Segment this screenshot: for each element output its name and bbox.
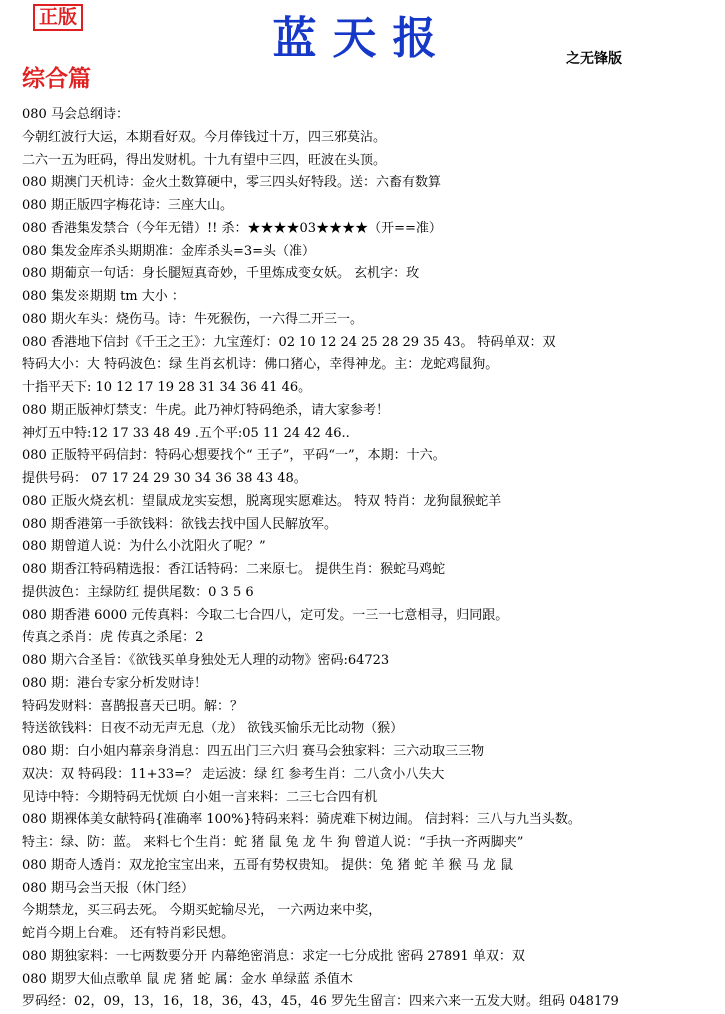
text-line: 特码大小：大 特码波色：绿 生肖玄机诗：佛口猪心，幸得神龙。主：龙蛇鸡鼠狗。 [22,357,499,373]
text-line: 080 期马会当天报（休门经） [22,880,194,896]
text-line: 神灯五中特:12 17 33 48 49 .五个平:05 11 24 42 46.. [22,425,350,441]
text-line: 080 期六合圣旨：《欲钱买单身独处无人理的动物》密码:64723 [22,653,390,668]
text-line: 提供号码： 07 17 24 29 30 34 36 38 43 48。 [22,471,307,486]
text-line: 080 期曾道人说：为什么小沈阳火了呢？” [22,539,266,555]
text-line: 080 马会总纲诗： [22,107,129,122]
text-line: 080 期火车头：烧伤马。诗：牛死猴伤，一六得二开三一。 [22,311,363,327]
text-line: 080 期澳门天机诗：金火土数算硬中，零三四头好特段。送：六畜有数算 [22,175,441,191]
text-line: 今期禁龙，买三码去死。 今期买蛇输尽光， 一六两边来中奖， [22,903,382,919]
edition-badge: 正版 [33,4,83,31]
content-lines [22,104,722,1014]
text-line: 080 期裸体美女献特码{准确率 100%}特码来料：骑虎难下树边闹。 信封料：三八与九当头数。 [22,812,581,828]
text-line: 特送欲钱料：日夜不动无声无息（龙） 欲钱买愉乐无比动物（猴） [22,721,404,737]
text-line: 特主：绿、防：蓝。 来料七个生肖：蛇 猪 鼠 兔 龙 牛 狗 曾道人说：“手执一齐两脚夹” [22,835,524,850]
text-line: 080 期香港第一手欲钱料：欲钱去找中国人民解放军。 [22,516,337,532]
text-line: 080 期：白小姐内幕亲身消息：四五出门三六归 赛马会独家料：三六动取三三物 [22,744,485,759]
text-line: 特码发财料：喜鹊报喜天已明。解：？ [22,698,244,714]
text-line: 提供波色：主绿防红 提供尾数：0 3 5 6 [22,584,254,600]
text-line: 080 期：港台专家分析发财诗！ [22,675,207,691]
text-line: 080 期香江特码精选报：香江话特码：二来原七。 提供生肖：猴蛇马鸡蛇 [22,562,446,577]
text-line: 080 期奇人透肖：双龙抢宝宝出来，五哥有势权贵知。 提供：兔 猪 蛇 羊 猴 马 龙 鼠 [22,857,514,873]
text-line: 见诗中特：今期特码无忧烦 白小姐一言来料：二三七合四有机 [22,789,378,805]
text-line: 080 期葡京一句话：身长腿短真奇妙，千里炼成变女妖。 玄机字：玫 [22,266,420,282]
text-line: 十指平天下: 10 12 17 19 28 31 34 36 41 46。 [22,380,312,395]
text-line: 080 集发※期期 tm 大小 ： [22,289,185,304]
text-line: 二六一五为旺码，得出发财机。十九有望中三四，旺波在头顶。 [22,152,387,168]
text-line: 传真之杀肖：虎 传真之杀尾：2 [22,630,204,646]
text-line: 080 香港集发禁合（今年无错）!! 杀：★★★★03★★★★（开==准） [22,220,442,236]
text-line: 080 期罗大仙点歌单 鼠 虎 猪 蛇 属：金水 单绿蓝 杀值木 [22,971,353,987]
text-line: 罗码经：02，09，13，16，18，36，43，45，46 罗先生留言：四来六来一五发大财。组码 048179 [22,994,619,1010]
text-line: 080 正版火烧玄机：望鼠成龙实妄想，脱离现实愿难达。 特双 特肖：龙狗鼠猴蛇羊 [22,493,502,509]
text-line: 今朝红波行大运，本期看好双。今月俸钱过十万，四三邪莫沾。 [22,129,387,145]
text-line: 蛇肖今期上台难。 还有特肖彩民想。 [22,926,235,941]
text-line: 双决：双 特码段：11+33=？ 走运波：绿 红 参考生肖：二八贪小八失大 [22,766,445,782]
text-line: 080 香港地下信封《千王之王》：九宝莲灯：02 10 12 24 25 28 29 35 43。 特码单双：双 [22,334,556,350]
text-line: 080 期正版四字梅花诗：三座大山。 [22,198,233,213]
text-line: 080 正版特平码信封：特码心想要找个“ 王子”，平码“一”，本期：十六。 [22,448,446,464]
text-line: 080 期独家料：一七两数要分开 内幕绝密消息：求定一七分成批 密码 27891 单双：双 [22,948,525,964]
section-heading: 综合篇 [22,66,91,92]
text-line: 080 集发金库杀头期期准：金库杀头=3=头（准） [22,243,316,259]
text-line: 080 期香港 6000 元传真料：今取二七合四八，定可发。一三一七意相寻，归同跟。 [22,607,509,623]
text-line: 080 期正版神灯禁支：牛虎。此乃神灯特码绝杀，请大家参考！ [22,402,389,418]
edition-label: 之无锋版 [566,51,622,67]
page-title: 蓝天报 [272,13,453,64]
